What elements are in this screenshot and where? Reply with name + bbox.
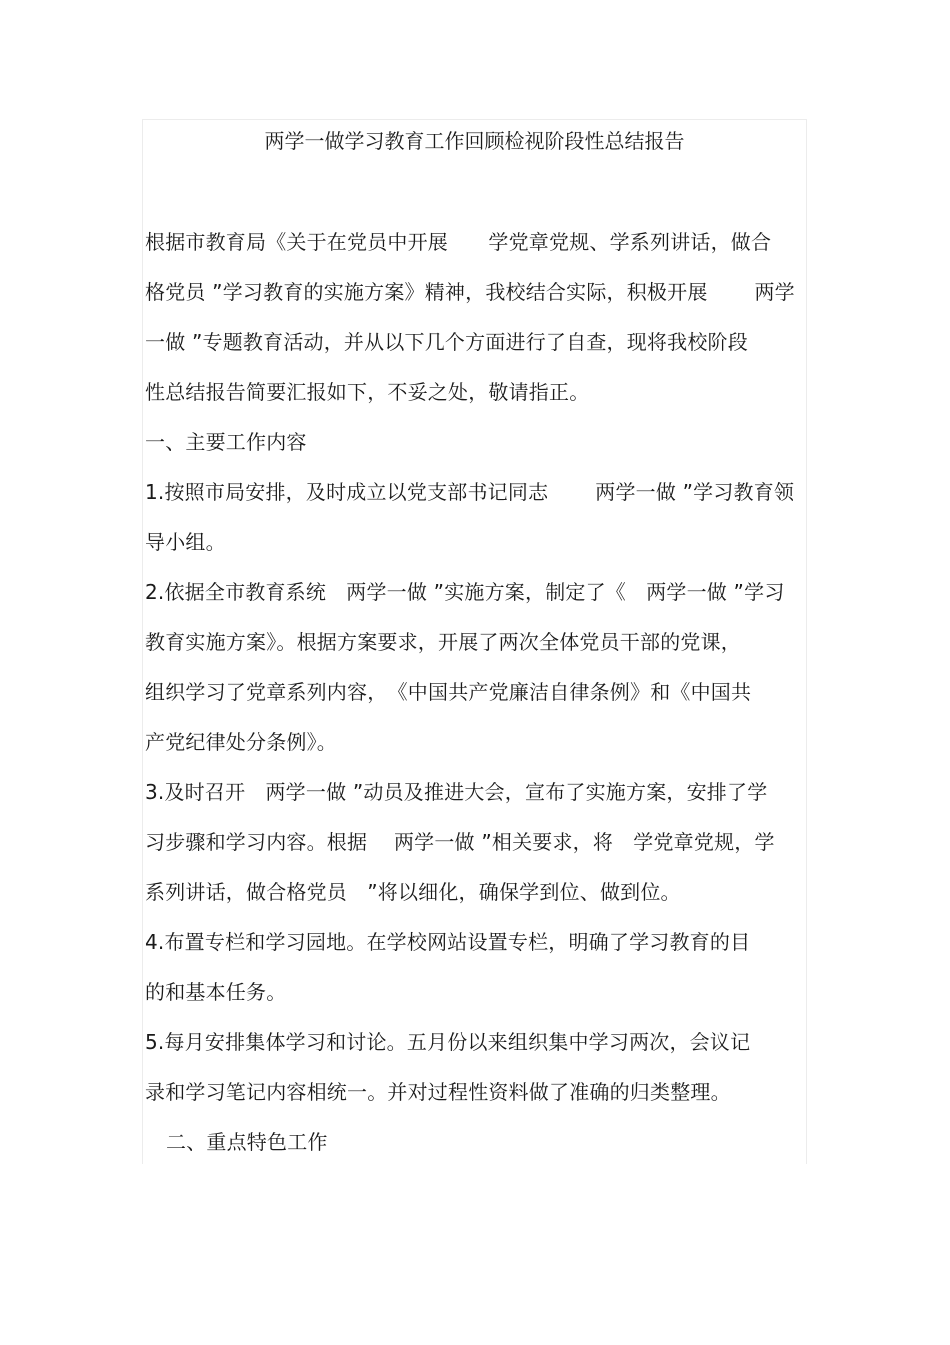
item-1-line-1: 1.按照市局安排，及时成立以党支部书记同志 两学一做 ”学习教育领 bbox=[145, 480, 795, 504]
item-5-line-1: 5.每月安排集体学习和讨论。五月份以来组织集中学习两次，会议记 bbox=[145, 1030, 751, 1054]
item-3-line-3: 系列讲话，做合格党员 ”将以细化，确保学到位、做到位。 bbox=[145, 880, 681, 904]
item-2-line-1: 2.依据全市教育系统 两学一做 ”实施方案，制定了《 两学一做 ”学习 bbox=[145, 580, 785, 604]
item-3-line-2: 习步骤和学习内容。根据 两学一做 ”相关要求，将 学党章党规，学 bbox=[145, 830, 775, 854]
intro-line-3: 一做 ”专题教育活动，并从以下几个方面进行了自查，现将我校阶段 bbox=[145, 330, 748, 354]
item-5-line-2: 录和学习笔记内容相统一。并对过程性资料做了准确的归类整理。 bbox=[145, 1080, 731, 1104]
item-2-line-4: 产党纪律处分条例》。 bbox=[145, 730, 337, 754]
intro-line-1: 根据市教育局《关于在党员中开展 学党章党规、学系列讲话，做合 bbox=[145, 230, 772, 254]
item-2-line-3: 组织学习了党章系列内容， 《中国共产党廉洁自律条例》和《中国共 bbox=[145, 680, 752, 704]
intro-line-2: 格党员 ”学习教育的实施方案》精神，我校结合实际，积极开展 两学 bbox=[145, 280, 795, 304]
document-title: 两学一做学习教育工作回顾检视阶段性总结报告 bbox=[264, 129, 685, 153]
item-4-line-1: 4.布置专栏和学习园地。在学校网站设置专栏，明确了学习教育的目 bbox=[145, 930, 751, 954]
section-heading-1: 一、主要工作内容 bbox=[145, 430, 307, 454]
intro-line-4: 性总结报告简要汇报如下，不妥之处，敬请指正。 bbox=[145, 380, 590, 404]
item-3-line-1: 3.及时召开 两学一做 ”动员及推进大会，宣布了实施方案，安排了学 bbox=[145, 780, 768, 804]
section-heading-2: 二、重点特色工作 bbox=[166, 1130, 328, 1154]
item-1-line-2: 导小组。 bbox=[145, 530, 226, 554]
item-2-line-2: 教育实施方案》。根据方案要求，开展了两次全体党员干部的党课， bbox=[145, 630, 741, 654]
item-4-line-2: 的和基本任务。 bbox=[145, 980, 287, 1004]
